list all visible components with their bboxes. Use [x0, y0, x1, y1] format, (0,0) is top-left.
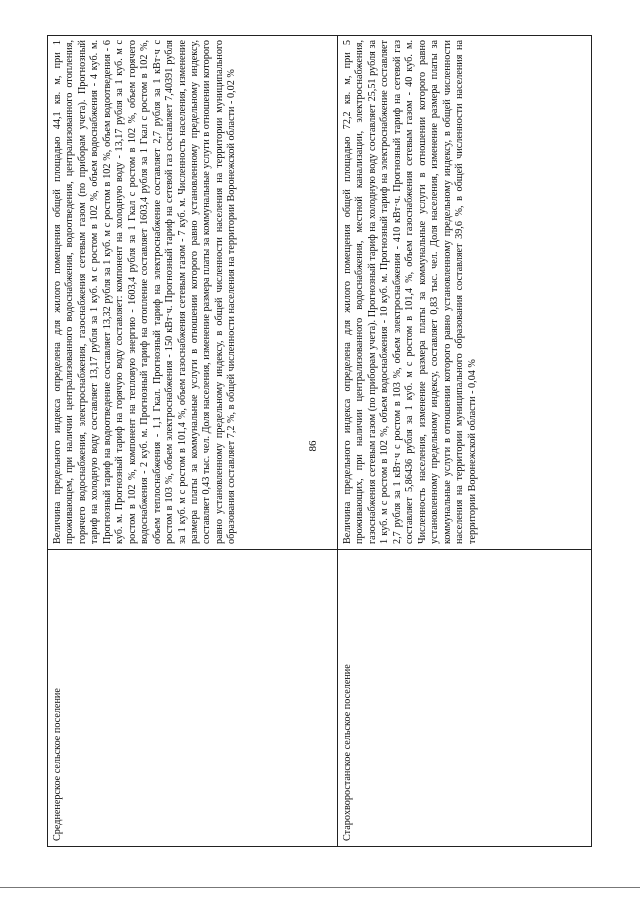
rotated-table-container [47, 35, 591, 847]
scan-edge-line [0, 887, 640, 888]
table-row [338, 36, 592, 847]
settlement-name-cell: Средненерское сельское поселение [48, 550, 338, 847]
settlement-index-table [47, 35, 592, 847]
settlement-name-cell: Староxворостанское сельское поселение [338, 550, 592, 847]
settlement-description-cell: Величина предельного индекса определена для жилого помещения общей площадью 44,1 кв. м, при 1 проживающем, при наличии централизованного водоснабжения, водоотведения, централизованного отопления, горячего водоснабжения, электроснабжения, газоснабжения сетевым газом (по приборам учета). Прогнозный тариф на холодную воду составляет 13,17 рубля за 1 куб. м с ростом в 102 %, объем водоснабжения - 4 куб. м. Прогнозный тариф на водоотведение составляет 13,32 рубля за 1 куб. м с ростом в 102 %, объем водоотведения - 6 куб. м. Прогнозный тариф на горячую воду составляет: компонент на холодную воду - 13,17 рубля за 1 куб. м с ростом в 102 %, компонент на тепловую энергию - 1603,4 рубля за 1 Гкал с ростом в 102 %, объем горячего водоснабжения - 2 куб. м. Прогнозный тариф на отопление составляет 1603,4 рубля за 1 Гкал с ростом в 102 %, объем теплоснабжения - 1,1 Гкал. Прогнозный тариф на электроснабжение составляет 2,7 рубля за 1 кВт·ч с ростом в 103 %, объем электроснабжения - 150 кВт·ч. Прогнозный тариф на сетевой газ составляет 7,40391 рубля за 1 куб. м с ростом в 101,4 %, объем газоснабжения сетевым газом - 7 куб. м. Численность населения, изменение размера платы за коммунальные услуги в отношении которого равно установленному предельному индексу, составляет 0,43 тыс. чел. Доля населения, изменение размера платы за коммунальные услуги в отношении которого равно установленному предельному индексу, в общей численности населения на территории муниципального образования составляет 7,2 %, в общей численности населения на территории Воронежской области - 0,02 % [48, 36, 338, 550]
settlement-description-cell: Величина предельного индекса определена для жилого помещения общей площадью 72,2 кв. м, при 5 проживающих, при наличии централизованного водоснабжения, местной канализации, электроснабжения, газоснабжения сетевым газом (по приборам учета). Прогнозный тариф на холодную воду составляет 25,51 рубля за 1 куб. м с ростом в 102 %, объем водоснабжения - 10 куб. м. Прогнозный тариф на электроснабжение составляет 2,7 рубля за 1 кВт·ч с ростом в 103 %, объем электроснабжения - 410 кВт·ч. Прогнозный тариф на сетевой газ составляет 5,86436 рубля за 1 куб. м с ростом в 101,4 %, объем газоснабжения сетевым газом - 40 куб. м. Численность населения, изменение размера платы за коммунальные услуги в отношении которого равно установленному предельному индексу, составляет 0,83 тыс. чел. Доля населения, изменение размера платы за коммунальные услуги в отношении которого равно установленному предельному индексу, в общей численности населения на территории муниципального образования составляет 39,6 %, в общей численности населения на территории Воронежской области - 0,04 % [338, 36, 592, 550]
table-row [48, 36, 338, 847]
page-number: 86 [307, 440, 319, 452]
